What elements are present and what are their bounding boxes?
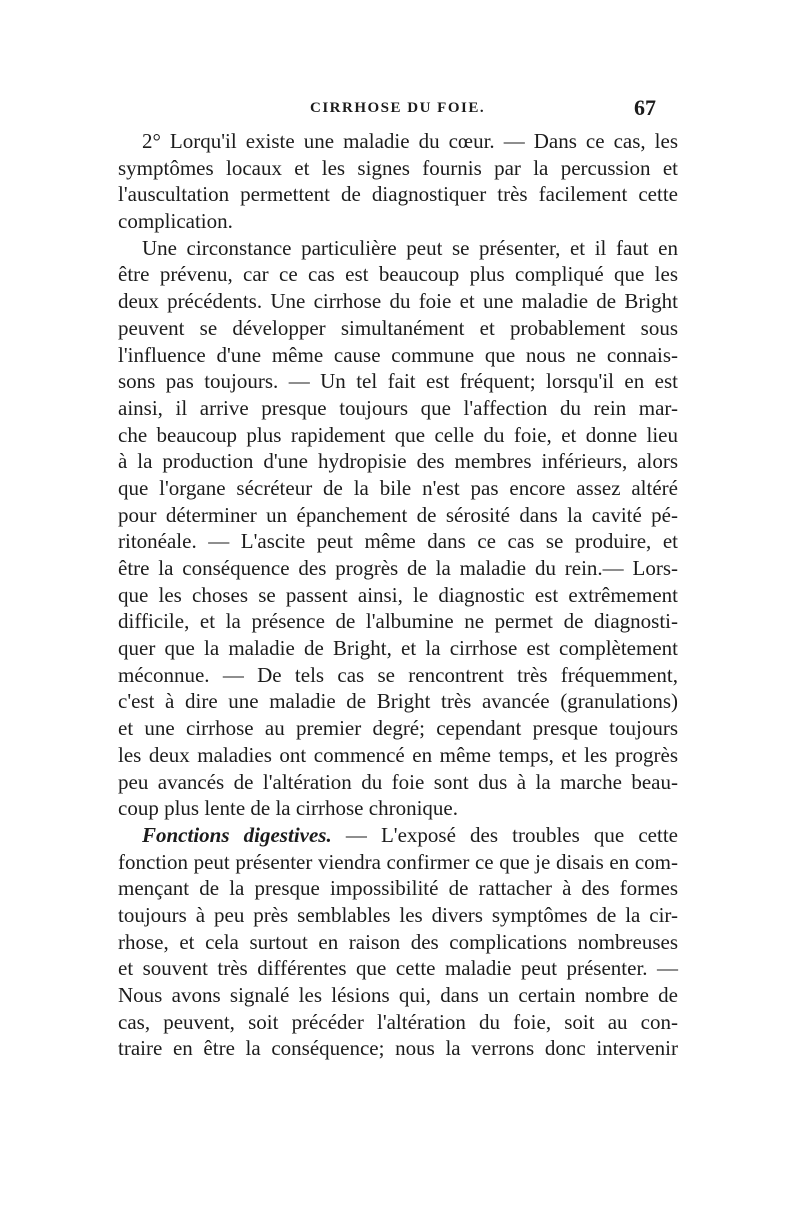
- text-line: pour déterminer un épanchement de sérosité dans la cavité pé-: [118, 502, 678, 527]
- text-line: che beaucoup plus rapidement que celle du foie, et donne lieu: [118, 422, 678, 447]
- text-line: traire en être la conséquence; nous la verrons donc intervenir: [118, 1036, 678, 1061]
- text-line: peuvent se développer simultanément et probablement sous: [118, 315, 678, 340]
- page-number: 67: [634, 95, 656, 120]
- text-line: ainsi, il arrive presque toujours que l'affection du rein mar-: [118, 395, 678, 420]
- body-text: [118, 128, 678, 1062]
- text-line: coup plus lente de la cirrhose chronique.: [118, 796, 458, 821]
- text-line: toujours à peu près semblables les divers symptômes de la cir-: [118, 902, 678, 927]
- text-line: et une cirrhose au premier degré; cependant presque toujours: [118, 716, 678, 741]
- text-line: quer que la maladie de Bright, et la cirrhose est complètement: [118, 636, 678, 661]
- text-line: mençant de la presque impossibilité de rattacher à des formes: [118, 876, 678, 901]
- text-line: peu avancés de l'altération du foie sont dus à la marche beau-: [118, 769, 678, 794]
- text-line: complication.: [118, 209, 233, 234]
- text-line: et souvent très différentes que cette maladie peut présenter. —: [118, 956, 678, 981]
- text-line: 2° Lorqu'il existe une maladie du cœur. — Dans ce cas, les: [142, 129, 678, 153]
- text-line: sons pas toujours. — Un tel fait est fréquent; lorsqu'il en est: [118, 369, 678, 394]
- section-lead-line: [118, 822, 678, 849]
- text-line: c'est à dire une maladie de Bright très avancée (granulations): [118, 689, 678, 714]
- text-line: être la conséquence des progrès de la maladie du rein.— Lors-: [118, 556, 678, 580]
- text-line: à la production d'une hydropisie des membres inférieurs, alors: [118, 449, 678, 474]
- text-line: que l'organe sécréteur de la bile n'est pas encore assez altéré: [118, 475, 678, 500]
- section-lead: Fonctions digestives.: [142, 822, 332, 847]
- text-line: fonction peut présenter viendra confirmer ce que je disais en com-: [118, 849, 678, 874]
- text-line: l'influence d'une même cause commune que nous ne connais-: [118, 342, 678, 367]
- text-line: que les choses se passent ainsi, le diagnostic est extrêmement: [118, 582, 678, 607]
- text-line: cas, peuvent, soit précéder l'altération du foie, soit au con-: [118, 1009, 678, 1034]
- text-line: rhose, et cela surtout en raison des complications nombreuses: [118, 929, 678, 954]
- text-line: Une circonstance particulière peut se présenter, et il faut en: [142, 235, 678, 260]
- text-line: difficile, et la présence de l'albumine ne permet de diagnosti-: [118, 609, 678, 634]
- text-line: être prévenu, car ce cas est beaucoup plus compliqué que les: [118, 262, 678, 287]
- text-line: l'auscultation permettent de diagnostiquer très facilement cette: [118, 182, 678, 207]
- text-line: Nous avons signalé les lésions qui, dans un certain nombre de: [118, 983, 678, 1007]
- text-line: deux précédents. Une cirrhose du foie et une maladie de Bright: [118, 289, 678, 314]
- text-line: symptômes locaux et les signes fournis par la percussion et: [118, 155, 678, 180]
- text-line: les deux maladies ont commencé en même temps, et les progrès: [118, 742, 678, 767]
- text-line: ritonéale. — L'ascite peut même dans ce cas se produire, et: [118, 529, 678, 554]
- running-title: CIRRHOSE DU FOIE.: [310, 100, 486, 116]
- section-lead-rest: — L'exposé des troubles que cette: [345, 822, 678, 847]
- text-line: méconnue. — De tels cas se rencontrent très fréquemment,: [118, 662, 678, 687]
